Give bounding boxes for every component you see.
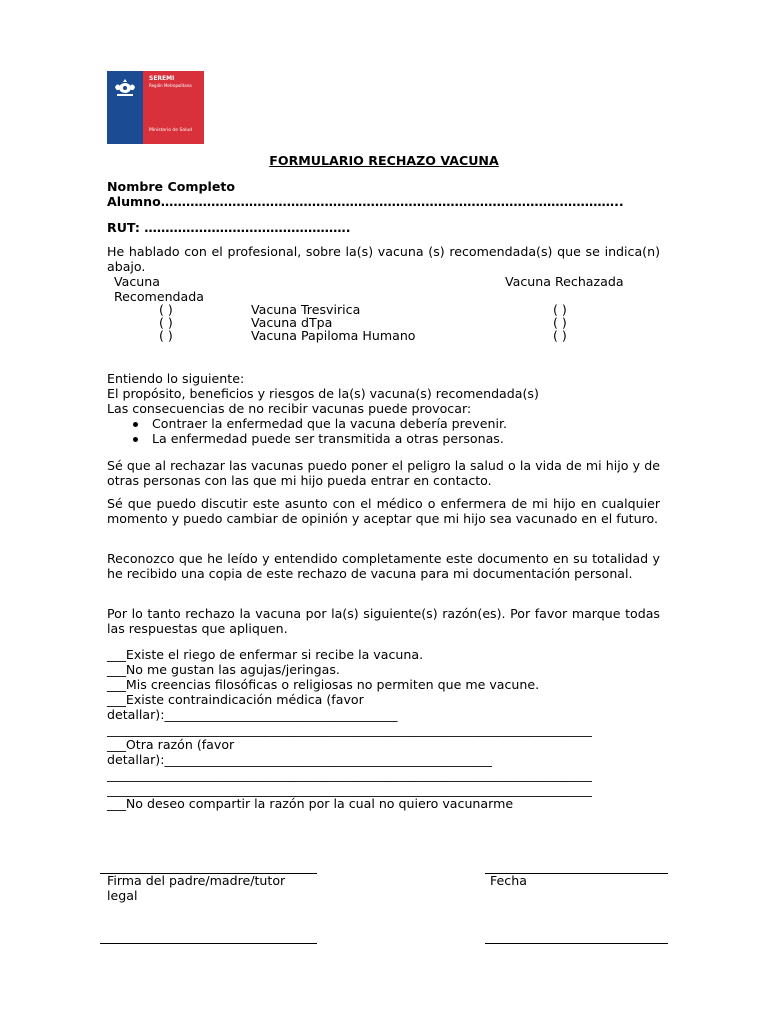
recommended-checkbox-2[interactable]: ( ) bbox=[159, 315, 173, 330]
date-label: Fecha bbox=[490, 873, 527, 888]
ministry-logo bbox=[107, 71, 204, 144]
intro-text: He hablado con el profesional, sobre la(s) vacuna (s) recomendada(s) que se indica(n) abajo. bbox=[107, 244, 660, 274]
reason-beliefs[interactable]: ___Mis creencias filosóficas o religiosas no permiten que me vacune. bbox=[107, 677, 540, 692]
logo-ministry: Ministerio de Salud bbox=[149, 128, 193, 133]
coat-of-arms-icon bbox=[111, 77, 139, 99]
col-header-rejected: Vacuna Rechazada bbox=[505, 274, 624, 289]
paragraph-acknowledge: Reconozco que he leído y entendido completamente este documento en su totalidad y he recibido una copia de este rechazo de vacuna para mi documentación personal. bbox=[107, 551, 660, 581]
bottom-signature-line[interactable] bbox=[100, 943, 317, 944]
entiendo-heading: Entiendo lo siguiente: bbox=[107, 371, 245, 386]
contraindication-detail-line[interactable]: _____________________________________________________________________________ bbox=[107, 723, 592, 737]
contraindication-detail-field[interactable]: detallar):_____________________________________ bbox=[107, 707, 398, 722]
signature-label-1: Firma del padre/madre/tutor bbox=[107, 873, 286, 888]
entiendo-consequences: Las consecuencias de no recibir vacunas puede provocar: bbox=[107, 401, 472, 416]
logo-seremi: SEREMI bbox=[149, 75, 175, 82]
entiendo-purpose: El propósito, beneficios y riesgos de la(s) vacuna(s) recomendada(s) bbox=[107, 386, 539, 401]
other-detail-line-1[interactable]: _____________________________________________________________________________ bbox=[107, 768, 592, 782]
recommended-checkbox-1[interactable]: ( ) bbox=[159, 302, 173, 317]
col-header-recommended-1: Vacuna bbox=[114, 274, 160, 289]
signature-label-2: legal bbox=[107, 888, 138, 903]
consequences-list bbox=[107, 417, 507, 446]
other-detail-field[interactable]: detallar):____________________________________________________ bbox=[107, 752, 492, 767]
rejected-checkbox-1[interactable]: ( ) bbox=[553, 302, 567, 317]
recommended-checkbox-3[interactable]: ( ) bbox=[159, 328, 173, 343]
alumno-field[interactable]: Alumno……………………………………………………………………………………………….. bbox=[107, 194, 624, 209]
rejected-checkbox-2[interactable]: ( ) bbox=[553, 315, 567, 330]
bottom-date-line[interactable] bbox=[485, 943, 668, 944]
vaccine-name-1: Vacuna Tresvirica bbox=[251, 302, 361, 317]
rejected-checkbox-3[interactable]: ( ) bbox=[553, 328, 567, 343]
list-item: La enfermedad puede ser transmitida a otras personas. bbox=[107, 432, 507, 447]
paragraph-discuss: Sé que puedo discutir este asunto con el médico o enfermera de mi hijo en cualquier momento y puedo cambiar de opinión y aceptar que mi hijo sea vacunado en el futuro. bbox=[107, 496, 660, 526]
reason-illness-risk[interactable]: ___Existe el riego de enfermar si recibe la vacuna. bbox=[107, 647, 424, 662]
rut-field[interactable]: RUT: …………………………………………. bbox=[107, 220, 351, 235]
paragraph-risk: Sé que al rechazar las vacunas puedo poner el peligro la salud o la vida de mi hijo y de otras personas con las que mi hijo pueda entrar en contacto. bbox=[107, 458, 660, 488]
form-title: FORMULARIO RECHAZO VACUNA bbox=[269, 153, 499, 168]
col-header-recommended-2: Recomendada bbox=[114, 289, 204, 304]
logo-region: Región Metropolitana bbox=[149, 83, 192, 88]
vaccine-name-2: Vacuna dTpa bbox=[251, 315, 333, 330]
logo-text-panel bbox=[143, 71, 204, 144]
vaccine-name-3: Vacuna Papiloma Humano bbox=[251, 328, 416, 343]
reason-contraindication[interactable]: ___Existe contraindicación médica (favor bbox=[107, 692, 364, 707]
reason-prefer-not-say[interactable]: ___No deseo compartir la razón por la cual no quiero vacunarme bbox=[107, 796, 514, 811]
paragraph-reasons-intro: Por lo tanto rechazo la vacuna por la(s) siguiente(s) razón(es). Por favor marque todas las respuestas que apliquen. bbox=[107, 606, 660, 636]
list-item: Contraer la enfermedad que la vacuna debería prevenir. bbox=[107, 417, 507, 432]
reason-other[interactable]: ___Otra razón (favor bbox=[107, 737, 235, 752]
reason-needles[interactable]: ___No me gustan las agujas/jeringas. bbox=[107, 662, 340, 677]
logo-emblem-panel bbox=[107, 71, 143, 144]
other-detail-line-2[interactable]: _____________________________________________________________________________ bbox=[107, 783, 592, 797]
nombre-label: Nombre Completo bbox=[107, 179, 236, 194]
